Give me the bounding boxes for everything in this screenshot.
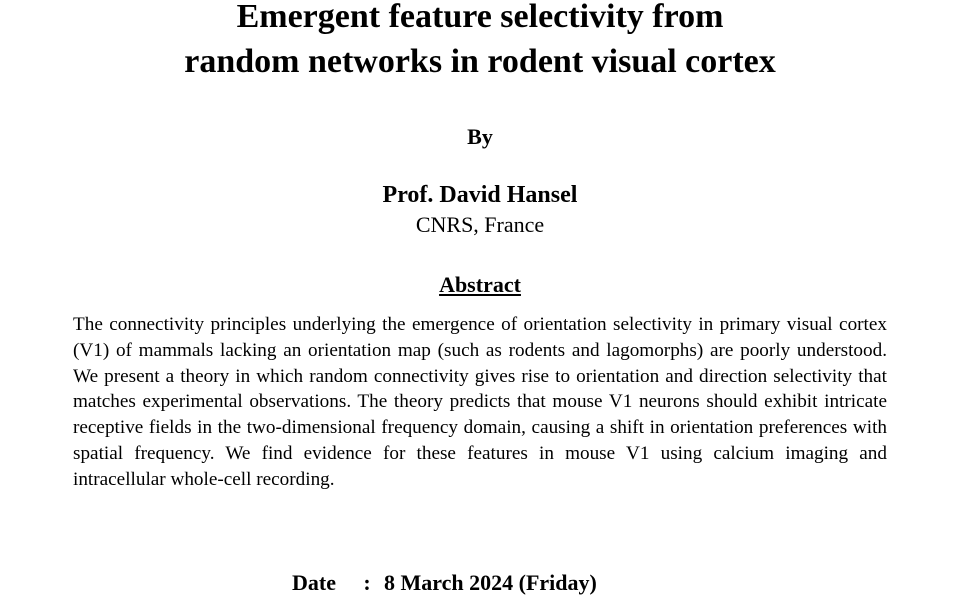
speaker-affiliation: CNRS, France <box>415 212 545 237</box>
poster-title-line-2: random networks in rodent visual cortex <box>184 43 776 80</box>
poster-title <box>0 0 960 84</box>
date-value: 8 March 2024 (Friday) <box>384 570 597 595</box>
date-separator: : <box>363 570 371 595</box>
date-row <box>292 569 597 597</box>
by-label: By <box>467 124 493 149</box>
poster-title-line-1: Emergent feature selectivity from <box>236 0 724 35</box>
date-label: Date <box>292 570 336 595</box>
abstract-text: The connectivity principles underlying the emergence of orientation selectivity in primary visual cortex (V1) of mammals lacking an orientation map (such as rodents and lagomorphs) are poorly understood. We present a theory in which random connectivity gives rise to orientation and direction selectivity that matches experimental observations. The theory predicts that mouse V1 neurons should exhibit intricate receptive fields in the two-dimensional frequency domain, causing a shift in orientation preferences with spatial frequency. We find evidence for these features in mouse V1 using calcium imaging and intracellular whole-cell recording. <box>73 314 887 490</box>
abstract-heading: Abstract <box>439 272 521 297</box>
speaker-name: Prof. David Hansel <box>382 182 578 208</box>
